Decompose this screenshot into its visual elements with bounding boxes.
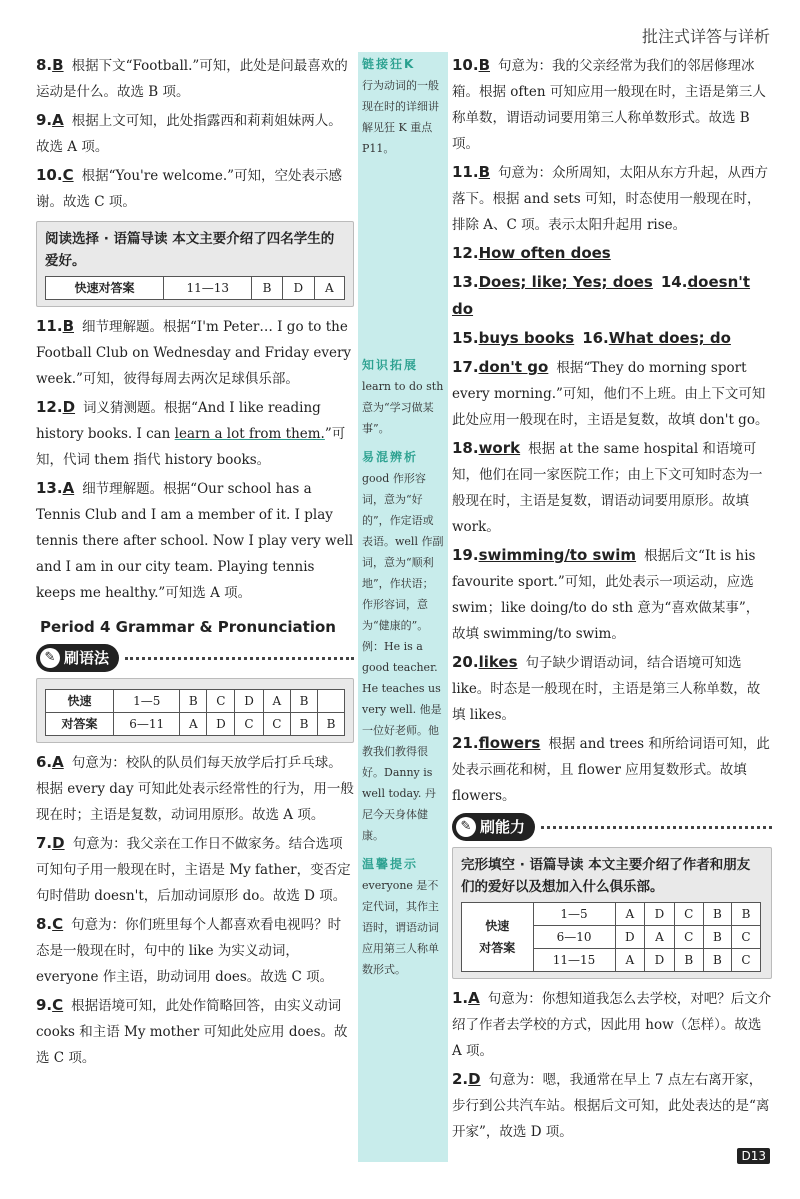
pen-icon: ✎: [456, 817, 476, 837]
note-tip: 温馨提示 everyone 是不定代词，其作主语时，谓语动词应用第三人称单数形式。: [362, 857, 439, 976]
quick-answer-table: 快速 1—5 B C D A B 对答案 6—11 A D C C B B: [45, 689, 345, 736]
section-badge: ✎ 刷能力: [452, 813, 772, 841]
answer-item: 17.don't go 根据“They do morning sport every morning.”可知，他们不上班。由上下文可知此处应用一般现在时，主语是复数，故填 don't go。: [452, 358, 769, 428]
answer-item: 18.work 根据 at the same hospital 和语境可知，他们在同一家医院工作；由上下文可知时态为一般现在时，主语是复数，谓语动词要用原形。故填 work。: [452, 439, 763, 535]
note-confusion: 易混辨析 good 作形容词，意为“好的”，作定语或表语。well 作副词，意为“顺利地”，作状语；作形容词，意为“健康的”。例：He is a good teacher. He teaches us very well. 他是一位好老师。他教我们教得很好。Danny is well today. 丹尼今天身体健康。: [362, 450, 444, 842]
answer-item: 1.A 句意为：你想知道我怎么去学校，对吧？后文介绍了作者去学校的方式，因此用 how（怎样）。故选 A 项。: [452, 989, 772, 1059]
answer-item: 20.likes 句子缺少谓语动词，结合语境可知选 like。时态是一般现在时，主语是第三人称单数，故填 likes。: [452, 653, 761, 723]
period-heading: Period 4 Grammar & Pronunciation: [40, 618, 336, 636]
grammar-answer-box: [36, 678, 354, 743]
left-column: [36, 52, 354, 1073]
cloze-guide-box: 完形填空 · 语篇导读 本文主要介绍了作者和朋友们的爱好以及想加入什么俱乐部。 快速 对答案 1—5 A D C B B 6—10 D A C B C 11—15 A D B B C: [452, 847, 772, 979]
answer-item: 9.A 根据上文可知，此处指露西和莉莉姐妹两人。故选 A 项。: [36, 111, 342, 155]
fill-answer-line: 13.Does; like; Yes; does 14.doesn't do: [452, 273, 751, 318]
answer-item: 19.swimming/to swim 根据后文“It is his favourite sport.”可知，此处表示一项运动，应选 swim；like doing/to do sth 意为“喜欢做某事”，故填 swimming/to swim。: [452, 546, 760, 642]
section-badge: ✎ 刷语法: [36, 644, 354, 672]
annotation-strip: [358, 52, 448, 1162]
answer-item: 10.B 句意为：我的父亲经常为我们的邻居修理冰箱。根据 often 可知应用一般现在时，主语是第三人称单数，谓语动词要用第三人称单数形式。故选 B 项。: [452, 56, 766, 152]
answer-item: 8.C 句意为：你们班里每个人都喜欢看电视吗？时态是一般现在时，句中的 like 为实义动词，everyone 作主语，助动词用 does。故选 C 项。: [36, 915, 342, 985]
fill-answer-line: 15.buys books 16.What does; do: [452, 329, 731, 347]
note-link: 链接狂K 行为动词的一般现在时的详细讲解见狂 K 重点 P11。: [362, 57, 439, 155]
page-header: 批注式详答与详析: [641, 27, 770, 46]
answer-item: 6.A 句意为：校队的队员们每天放学后打乒乓球。根据 every day 可知此处表示经常性的行为，用一般现在时；主语是复数，动词用原形。故选 A 项。: [36, 753, 354, 823]
answer-item: 21.flowers 根据 and trees 和所给词语可知，此处表示画花和树，且 flower 应用复数形式。故填 flowers。: [452, 734, 770, 804]
fill-answer-line: 12.How often does: [452, 244, 611, 262]
note-knowledge: 知识拓展 learn to do sth 意为“学习做某事”。: [362, 358, 444, 435]
right-column: [452, 52, 772, 1147]
answer-item: 12.D 词义猜测题。根据“And I like reading history books. I can learn a lot from them.”可知，代词 them 指代 history books。: [36, 398, 346, 468]
answer-item: 9.C 根据语境可知，此处作简略回答，由实义动词 cooks 和主语 My mother 可知此处应用 does。故选 C 项。: [36, 996, 348, 1066]
answer-item: 11.B 句意为：众所周知，太阳从东方升起，从西方落下。根据 and sets 可知，时态使用一般现在时，排除 A、C 项。表示太阳升起用 rise。: [452, 163, 769, 233]
answer-item: 7.D 句意为：我父亲在工作日不做家务。结合选项可知句子用一般现在时，主语是 My father，变否定句时借助 doesn't，后加动词原形 do。故选 D 项。: [36, 834, 351, 904]
page-number: D13: [737, 1148, 770, 1164]
reading-guide-box: 阅读选择 · 语篇导读 本文主要介绍了四名学生的爱好。 快速对答案 11—13 B D A: [36, 221, 354, 307]
quick-answer-table: 快速对答案 11—13 B D A: [45, 276, 345, 300]
quick-answer-table: 快速 对答案 1—5 A D C B B 6—10 D A C B C 11—15 A D B B C: [461, 902, 761, 972]
answer-item: 11.B 细节理解题。根据“I'm Peter… I go to the Football Club on Wednesday and Friday every week.”可知，彼得每周去两次足球俱乐部。: [36, 317, 352, 387]
answer-item: 2.D 句意为：嗯，我通常在早上 7 点左右离开家，步行到公共汽车站。根据后文可知，此处表达的是“离开家”，故选 D 项。: [452, 1070, 770, 1140]
answer-item: 10.C 根据“You're welcome.”可知，空处表示感谢。故选 C 项。: [36, 166, 343, 210]
pen-icon: ✎: [40, 648, 60, 668]
answer-item: 13.A 细节理解题。根据“Our school has a Tennis Club and I am a member of it. I play tennis there after school. Now I play very well and I am in our city team. Playing tennis keeps me healthy.”可知选 A 项。: [36, 479, 354, 601]
answer-item: 8.B 根据下文“Football.”可知，此处是问最喜欢的运动是什么。故选 B 项。: [36, 56, 348, 100]
highlighted-phrase: learn a lot from them.: [174, 426, 325, 442]
